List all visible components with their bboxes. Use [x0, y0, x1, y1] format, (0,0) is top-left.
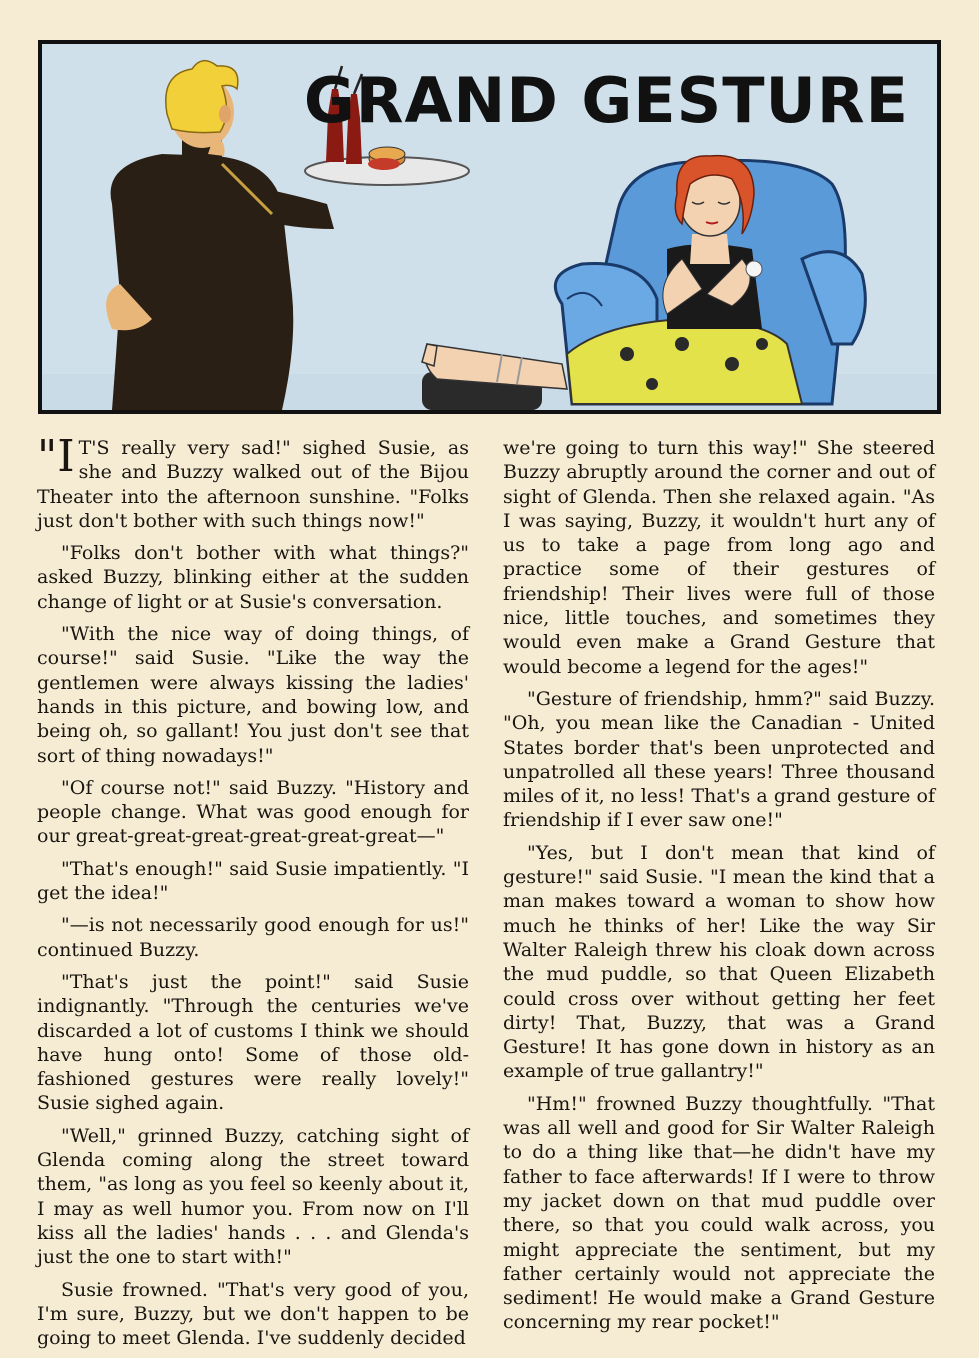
- paragraph: "Hm!" frowned Buzzy thoughtfully. "That was all well and good for Sir Walter Raleigh to do a thing like that—he didn't have my father to face afterwards! If I were to throw my jacket down on that mud puddle over there, so that you could walk across, you might appreciate the sentiment, but my father certainly would not appreciate the sediment! He would make a Grand Gesture concerning my rear pocket!": [503, 1092, 935, 1334]
- story-title: GRAND GESTURE: [303, 64, 909, 137]
- paragraph: "Yes, but I don't mean that kind of gesture!" said Susie. "I mean the kind that a man makes toward a woman to show how much he thinks of her! Like the way Sir Walter Raleigh threw his cloak down across the mud puddle, so that Queen Elizabeth could cross over without getting her feet dirty! That, Buzzy, that was a Grand Gesture! It has gone down in history as an example of true gallantry!": [503, 841, 935, 1083]
- paragraph: "Folks don't bother with what things?" asked Buzzy, blinking either at the sudden change of light or at Susie's conversation.: [37, 542, 469, 613]
- story-column-left: [37, 431, 469, 1358]
- paragraph: Susie frowned. "That's very good of you, I'm sure, Buzzy, but we don't happen to be going to meet Glenda. I've suddenly decided: [37, 1278, 469, 1350]
- paragraph: "With the nice way of doing things, of course!" said Susie. "Like the way the gentlemen were always kissing the ladies' hands in this picture, and bowing low, and being oh, so gallant! You just don't see that sort of thing nowadays!": [37, 623, 469, 767]
- paragraph: [37, 431, 469, 533]
- paragraph: "Well," grinned Buzzy, catching sight of Glenda coming along the street toward them, "as long as you feel so keenly about it, I may as well humor you. From now on I'll kiss all the ladies' hands . . . and Glenda's just the one to start with!": [37, 1124, 469, 1269]
- paragraph: we're going to turn this way!" She steered Buzzy abruptly around the corner and out of sight of Glenda. Then she relaxed again. "As I was saying, Buzzy, it wouldn't hurt any of us to take a page from long ago and practice some of their gestures of friendship! Their lives were full of those nice, little touches, and sometimes they would even make a Grand Gesture that would become a legend for the ages!": [503, 437, 935, 678]
- paragraph: "That's just the point!" said Susie indignantly. "Through the centuries we've discarded a lot of customs I think we should have hung onto! Some of those old-fashioned gestures were really lovely!" Susie sighed again.: [37, 970, 469, 1115]
- drop-cap: "I: [37, 431, 75, 482]
- paragraph: "Of course not!" said Buzzy. "History and people change. What was good enough for our great-great-great-great-great-great—": [37, 776, 469, 848]
- story-column-right: [503, 436, 935, 1343]
- paragraph: "That's enough!" said Susie impatiently. "I get the idea!": [37, 857, 469, 905]
- buzzy-figure: [106, 61, 334, 410]
- paragraph: "Gesture of friendship, hmm?" said Buzzy. "Oh, you mean like the Canadian - United States border that's been unprotected and unpatrolled all these years! Three thousand miles of it, no less! That's a grand gesture of friendship if I ever saw one!": [503, 687, 935, 832]
- paragraph: "—is not necessarily good enough for us!" continued Buzzy.: [37, 914, 469, 961]
- illustration-panel: [38, 40, 941, 414]
- paragraph-text: T'S really very sad!" sighed Susie, as she and Buzzy walked out of the Bijou Theater into the afternoon sunshine. "Folks just don't bother with such things now!": [37, 437, 469, 532]
